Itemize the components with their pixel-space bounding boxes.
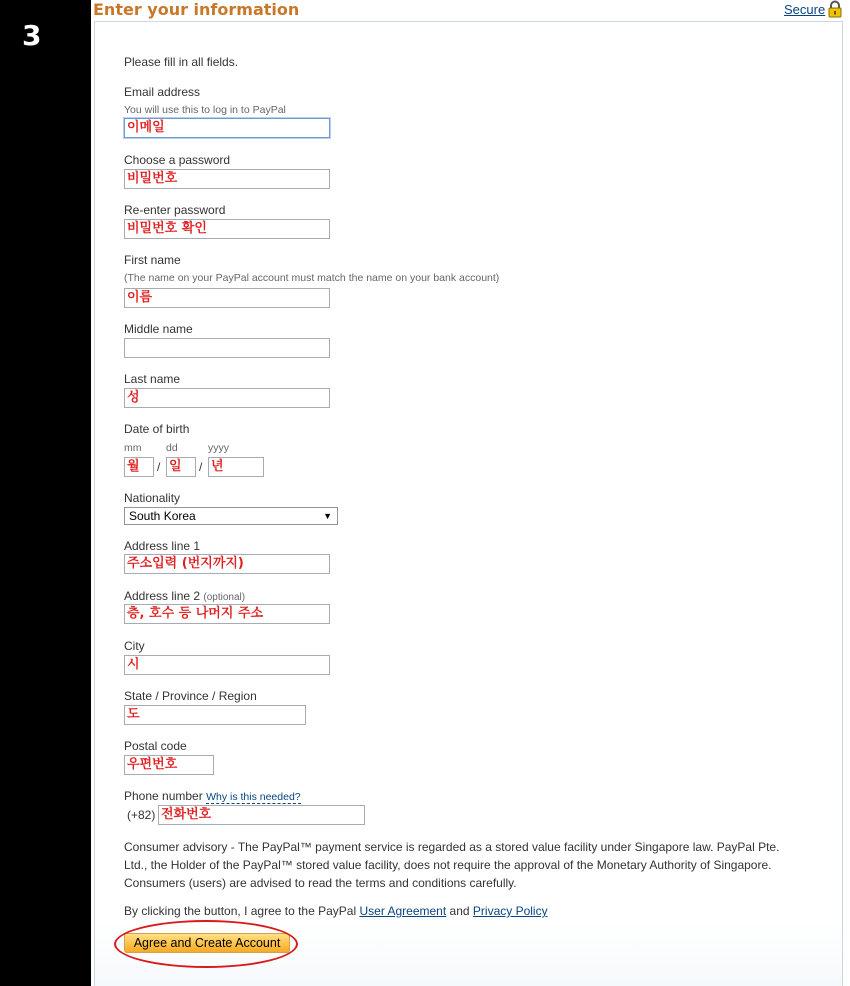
dob-month-field[interactable]: 월	[124, 457, 154, 477]
secure-link[interactable]: Secure	[784, 2, 826, 17]
middle-name-label: Middle name	[124, 322, 193, 336]
phone-label: Phone number	[124, 789, 203, 803]
address2-label	[124, 589, 245, 605]
nationality-select[interactable]	[124, 507, 338, 525]
address2-field[interactable]: 층, 호수 등 나머지 주소	[124, 604, 330, 624]
password-confirm-field[interactable]: 비밀번호 확인	[124, 219, 330, 239]
consumer-advisory: Consumer advisory - The PayPal™ payment service is regarded as a stored value facility under Singapore law. PayPal Pte. Ltd., the Holder of the PayPal™ stored value facility, does not require the approval of the Monetary Authority of Singapore. Consumers (users) are advised to read the terms and conditions carefully.	[124, 840, 780, 890]
dob-separator: /	[157, 460, 161, 474]
agree-create-account-button[interactable]: Agree and Create Account	[124, 933, 290, 953]
last-name-label: Last name	[124, 372, 181, 386]
dob-day-label: dd	[166, 442, 178, 454]
city-label: City	[124, 639, 145, 653]
why-needed-link[interactable]: Why is this needed?	[206, 791, 301, 803]
agreement-conjunction: and	[446, 904, 473, 918]
email-label: Email address	[124, 85, 201, 99]
dob-day-field[interactable]: 일	[166, 457, 196, 477]
agreement-text	[124, 904, 548, 918]
address2-label-text: Address line 2	[124, 589, 201, 603]
password-label: Choose a password	[124, 153, 231, 167]
phone-country-code: (+82)	[127, 808, 156, 822]
password-field[interactable]: 비밀번호	[124, 169, 330, 189]
optional-note: (optional)	[203, 592, 246, 603]
step-sidebar	[0, 0, 91, 986]
agreement-prefix: By clicking the button, I agree to the PayPal	[124, 904, 360, 918]
city-field[interactable]: 시	[124, 655, 330, 675]
state-label: State / Province / Region	[124, 689, 257, 703]
first-name-field[interactable]: 이름	[124, 288, 330, 308]
phone-field[interactable]: 전화번호	[158, 805, 365, 825]
password-confirm-label: Re-enter password	[124, 203, 226, 217]
postal-code-label: Postal code	[124, 739, 187, 753]
address1-label: Address line 1	[124, 539, 201, 553]
last-name-field[interactable]: 성	[124, 388, 330, 408]
dob-year-field[interactable]: 년	[208, 457, 264, 477]
postal-code-field[interactable]: 우편번호	[124, 755, 214, 775]
middle-name-field[interactable]	[124, 338, 330, 358]
dob-month-label: mm	[124, 442, 142, 454]
dob-label: Date of birth	[124, 422, 190, 436]
privacy-policy-link[interactable]: Privacy Policy	[472, 904, 548, 918]
chevron-down-icon: ▼	[323, 511, 332, 521]
phone-label-row	[124, 789, 301, 804]
dob-separator: /	[199, 460, 203, 474]
page-title: Enter your information	[93, 0, 300, 19]
nationality-selected-value: South Korea	[129, 509, 196, 523]
address1-field[interactable]: 주소입력 (번지까지)	[124, 554, 330, 574]
state-field[interactable]: 도	[124, 705, 306, 725]
dob-year-label: yyyy	[208, 442, 229, 454]
step-number: 3	[22, 19, 42, 52]
email-field[interactable]: 이메일	[124, 118, 330, 138]
user-agreement-link[interactable]: User Agreement	[359, 904, 447, 918]
email-hint: You will use this to log in to PayPal	[124, 104, 286, 116]
form-instructions: Please fill in all fields.	[124, 55, 239, 69]
nationality-label: Nationality	[124, 491, 181, 505]
first-name-label: First name	[124, 253, 181, 267]
lock-icon	[826, 0, 844, 18]
first-name-hint: (The name on your PayPal account must match the name on your bank account)	[124, 272, 500, 284]
